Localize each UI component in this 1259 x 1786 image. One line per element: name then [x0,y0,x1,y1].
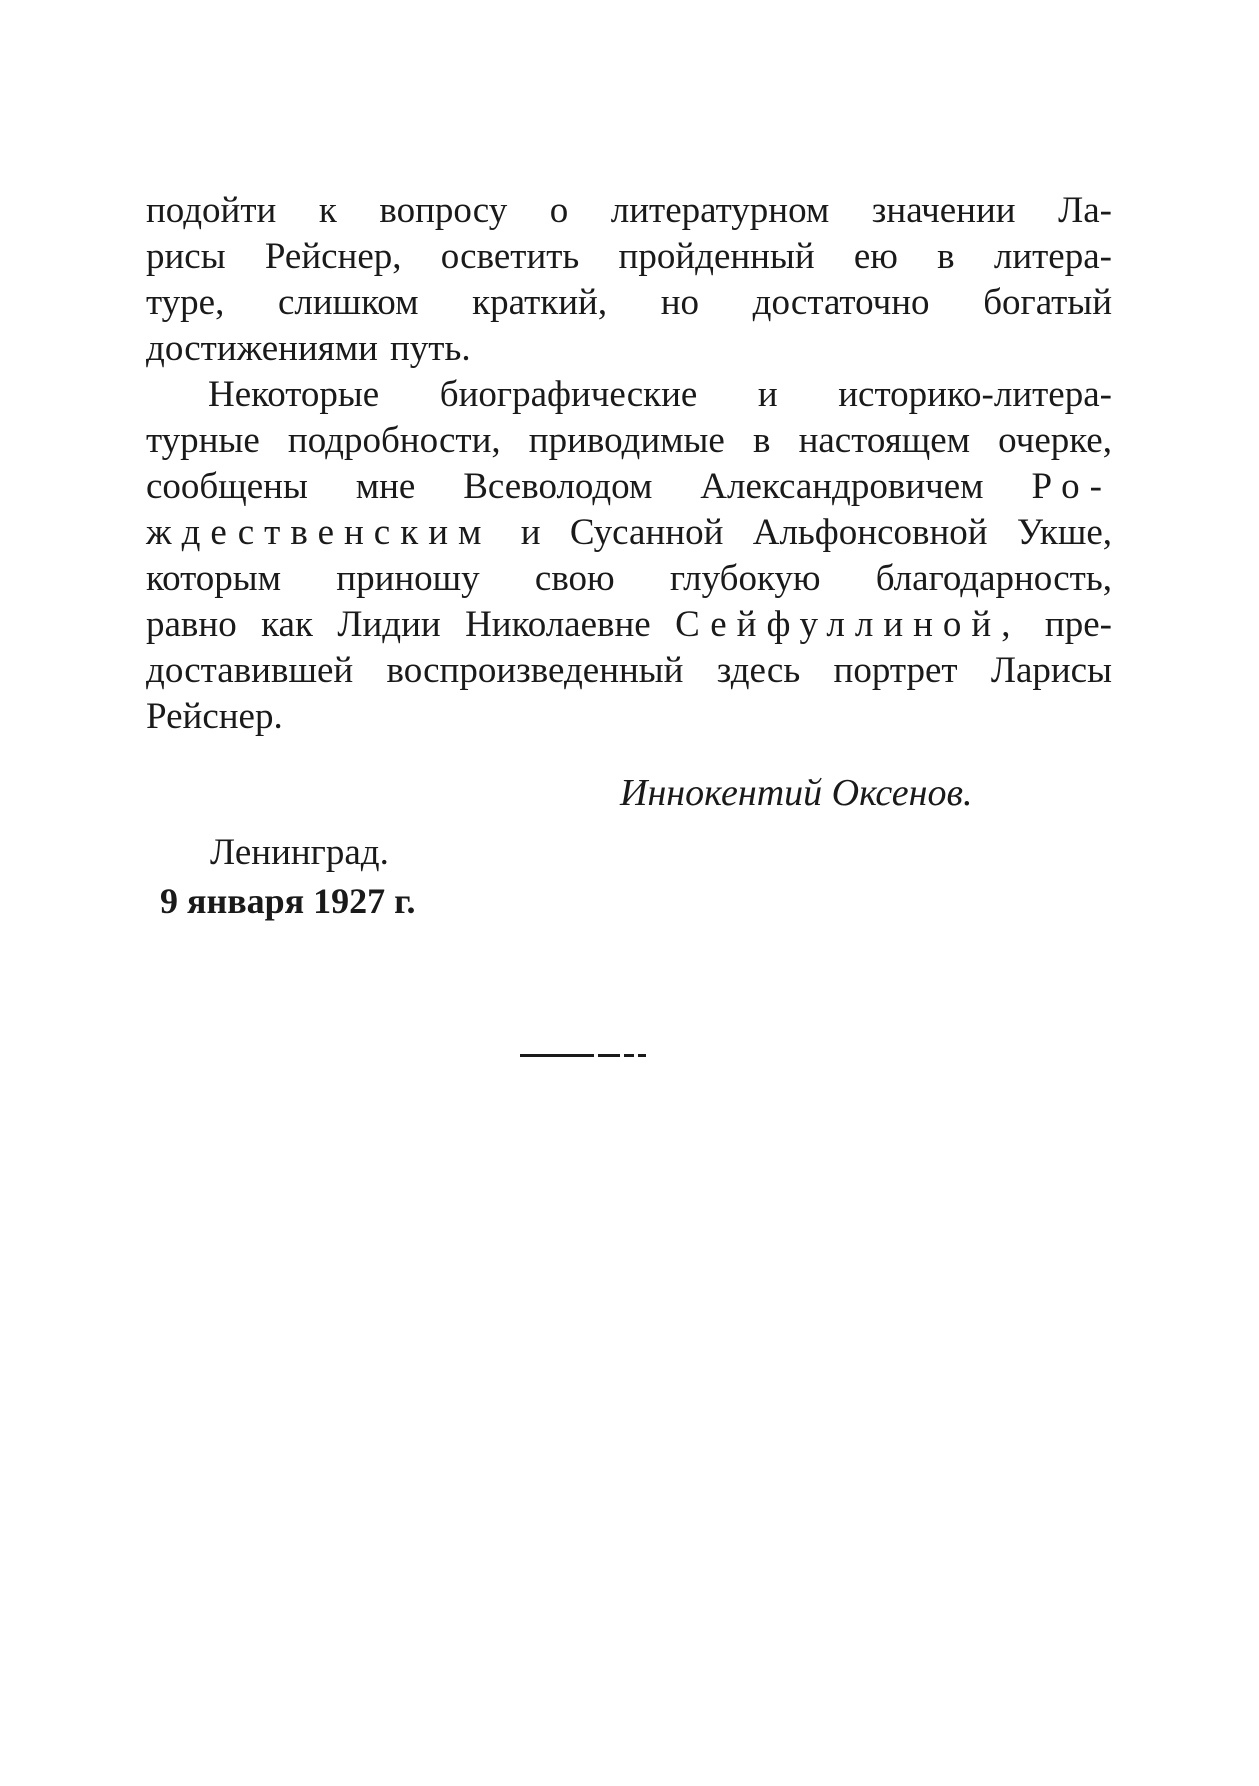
word: свою [534,558,615,599]
text-line [146,510,1112,556]
word: Всеволодом [463,466,653,507]
word: но [660,282,700,323]
word: в [937,236,955,277]
text-line [146,372,1112,418]
word: благодарность, [875,558,1112,599]
word: мне [355,466,416,507]
word: ждественским [146,512,492,553]
word: настоящем [798,420,971,461]
word: историко-литера- [838,374,1112,415]
word: слишком [278,282,419,323]
word: ею [853,236,898,277]
word: пре- [1044,604,1112,645]
word: Укше, [1016,512,1112,553]
text-line [146,280,1112,326]
word: Рейснер, [264,236,402,277]
text-line [146,602,1112,648]
word: которым [146,558,282,599]
text-line [146,694,1112,740]
word: Сейфуллиной, [675,604,1021,645]
word: литературном [610,190,830,231]
word: рисы [146,236,226,277]
word: глубокую [669,558,821,599]
word: значении [871,190,1016,231]
word: о [549,190,569,231]
word: Ларисы [990,650,1112,691]
word: Некоторые [208,374,380,415]
word: туре, [146,282,225,323]
word: Николаевне [465,604,651,645]
word: Александровичем [700,466,984,507]
text-line [146,418,1112,464]
word: путь. [389,328,471,369]
word: литера- [993,236,1112,277]
word: вопросу [379,190,508,231]
word: равно [146,604,237,645]
word: Сусанной [569,512,724,553]
word: Лидии [337,604,441,645]
word: и [520,512,541,553]
word: богатый [983,282,1112,323]
word: приношу [336,558,480,599]
closing-ornament [520,1054,650,1058]
word: приводимые [528,420,725,461]
word: Ла- [1058,190,1112,231]
text-line [146,464,1112,510]
word: очерке, [998,420,1112,461]
word: Рейснер. [146,696,283,737]
word: Ро- [1031,466,1112,507]
word: краткий, [472,282,608,323]
text-line [146,326,1112,372]
word: турные [146,420,260,461]
place-line: Ленинград. [210,832,389,873]
word: достаточно [752,282,930,323]
word: сообщены [146,466,308,507]
word: воспроизведенный [386,650,684,691]
word: достижениями [146,328,378,369]
text-line [146,188,1112,234]
word: биографические [439,374,698,415]
word: доставившей [146,650,354,691]
date-line: 9 января 1927 г. [160,881,416,921]
word: пройденный [618,236,815,277]
word: осветить [440,236,580,277]
word: как [261,604,313,645]
word: в [752,420,771,461]
word: подробности, [287,420,501,461]
body-text [146,188,1112,740]
word: Альфонсовной [752,512,988,553]
text-line [146,648,1112,694]
word: к [318,190,337,231]
word: портрет [833,650,958,691]
text-line [146,556,1112,602]
author-signature: Иннокентий Оксенов. [620,772,973,814]
word: и [757,374,778,415]
word: здесь [716,650,801,691]
word: подойти [146,190,277,231]
text-line [146,234,1112,280]
